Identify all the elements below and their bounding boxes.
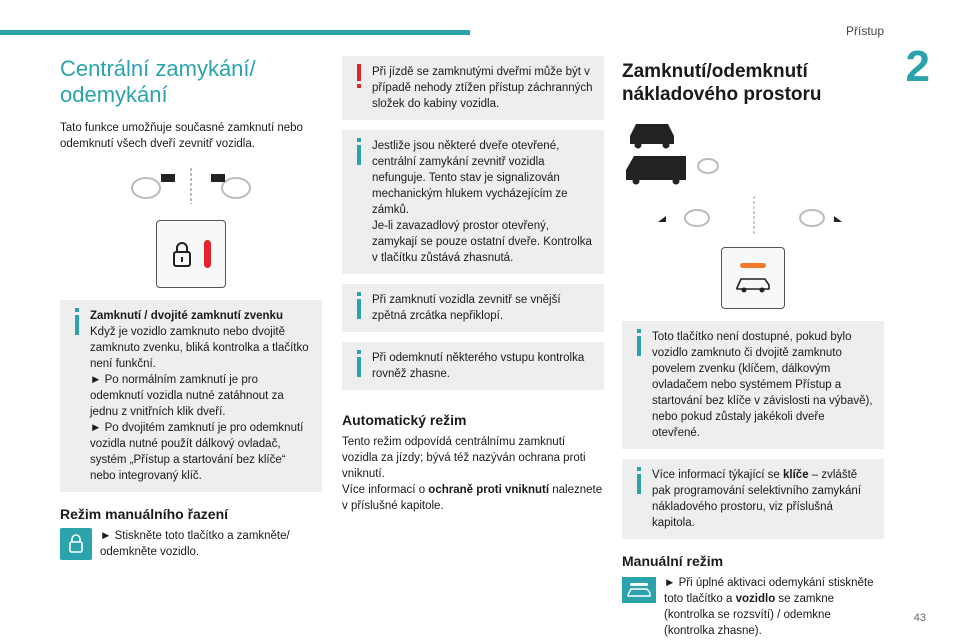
- note-heading: Zamknutí / dvojité zamknutí zvenku: [90, 310, 283, 322]
- info-icon: [632, 467, 646, 497]
- column-3: [622, 56, 884, 639]
- info-note-doors-open: [342, 130, 604, 274]
- note1-text: Toto tlačítko není dostupné, pokud bylo vozidlo zamknuto či dvojitě zamknuto povelem zvenku (klíčem, dálkovým ovladačem nebo systémem Přístup a startování bez klíče v závislosti na výbavě), nebo pokud zůstaly jakékoli dveře otevřené.: [652, 331, 873, 439]
- padlock-tile-icon: [60, 528, 92, 560]
- info-icon: [352, 350, 366, 380]
- info-note-button-unavailable: [622, 321, 884, 449]
- column-1: [60, 56, 322, 560]
- manual-action-text: ► Stiskněte toto tlačítko a zamkněte/ odemkněte vozidlo.: [100, 530, 290, 558]
- note1-text: Jestliže jsou některé dveře otevřené, centrální zamykání zevnitř vozidla nefunguje. Tento stav je signalizován mechanickým hlukem vycházejícím ze zámků.: [372, 140, 568, 216]
- auto-mode-heading: Automatický režim: [342, 412, 467, 428]
- section-label: Přístup: [845, 24, 884, 38]
- cargo-lock-title: Zamknutí/odemknutí nákladového prostoru: [622, 61, 822, 105]
- note-line-3: ► Po dvojitém zamknutí je pro odemknutí vozidla nutné použít dálkový ovladač, systém „Přístup a startování bez klíče“ nebo integrovaný klíč.: [90, 422, 304, 482]
- info-icon: [632, 329, 646, 359]
- top-accent-bar: [0, 30, 470, 35]
- manual-action: [622, 575, 884, 639]
- note2-text: Více informací týkající se klíče – zvláště pak programování selektivního zamykání nákladového prostoru, viz příslušná kapitola.: [652, 469, 862, 529]
- van-tile-icon: [622, 577, 656, 603]
- note2-text: Při zamknutí vozidla zevnitř se vnější zpětná zrcátka nepřiklopí.: [372, 294, 561, 322]
- info-icon: [70, 308, 84, 338]
- auto-mode-more-info: Více informací o ochraně proti vniknutí naleznete v příslušné kapitole.: [342, 484, 603, 512]
- central-lock-button-figure: [156, 220, 226, 288]
- info-note-mirrors: [342, 284, 604, 332]
- info-note-key: [622, 459, 884, 539]
- manual-mode-heading: Režim manuálního řazení: [60, 506, 229, 522]
- manual-action: [60, 528, 322, 560]
- intro-text: Tato funkce umožňuje současné zamknutí nebo odemknutí všech dveří zevnitř vozidla.: [60, 122, 303, 150]
- note3-text: Při odemknutí některého vstupu kontrolka rovněž zhasne.: [372, 352, 585, 380]
- manual-action-text: ► Při úplné aktivaci odemykání stiskněte toto tlačítko a vozidlo se zamkne (kontrolka se rozsvítí) / odemkne (kontrolka zhasne).: [664, 577, 874, 637]
- info-icon: [352, 292, 366, 322]
- info-note-unlock: [342, 342, 604, 390]
- led-indicator-orange: [740, 263, 766, 268]
- page-number: 43: [913, 612, 926, 624]
- van-diagram-icon: [622, 118, 862, 238]
- note-line-1: Když je vozidlo zamknuto nebo dvojitě zamknuto zvenku, bliká kontrolka a tlačítko není funkční.: [90, 326, 309, 370]
- info-icon: [352, 138, 366, 168]
- column-2: [342, 56, 604, 514]
- cargo-lock-button-figure: [721, 247, 785, 309]
- warning-text: Při jízdě se zamknutými dveřmi může být v případě nehody ztížen přístup záchranných složek do kabiny vozidla.: [372, 66, 593, 110]
- auto-mode-text: Tento režim odpovídá centrálnímu zamknutí vozidla za jízdy; bývá též nazýván ochrana proti vniknutí.: [342, 436, 586, 480]
- info-note-external-lock: [60, 300, 322, 492]
- steering-wheel-icon: [101, 166, 281, 206]
- section-title: Centrální zamykání/ odemykání: [60, 56, 256, 107]
- manual-mode-heading: Manuální režim: [622, 553, 724, 569]
- van-icon: [735, 276, 771, 294]
- chapter-number: 2: [905, 42, 930, 91]
- vehicle-figures: [622, 118, 884, 243]
- warning-icon: [352, 64, 366, 94]
- note-line-2: ► Po normálním zamknutí je pro odemknutí vozidla nutné zatáhnout za jednu z vnitřních klik dveří.: [90, 374, 284, 418]
- note1b-text: Je-li zavazadlový prostor otevřený, zamykají se pouze ostatní dveře. Kontrolka v tlačítku zůstává zhasnutá.: [372, 220, 592, 264]
- steering-wheel-figure: [60, 166, 322, 206]
- padlock-icon: [172, 240, 192, 268]
- warning-note: [342, 56, 604, 120]
- led-indicator-red: [204, 240, 211, 268]
